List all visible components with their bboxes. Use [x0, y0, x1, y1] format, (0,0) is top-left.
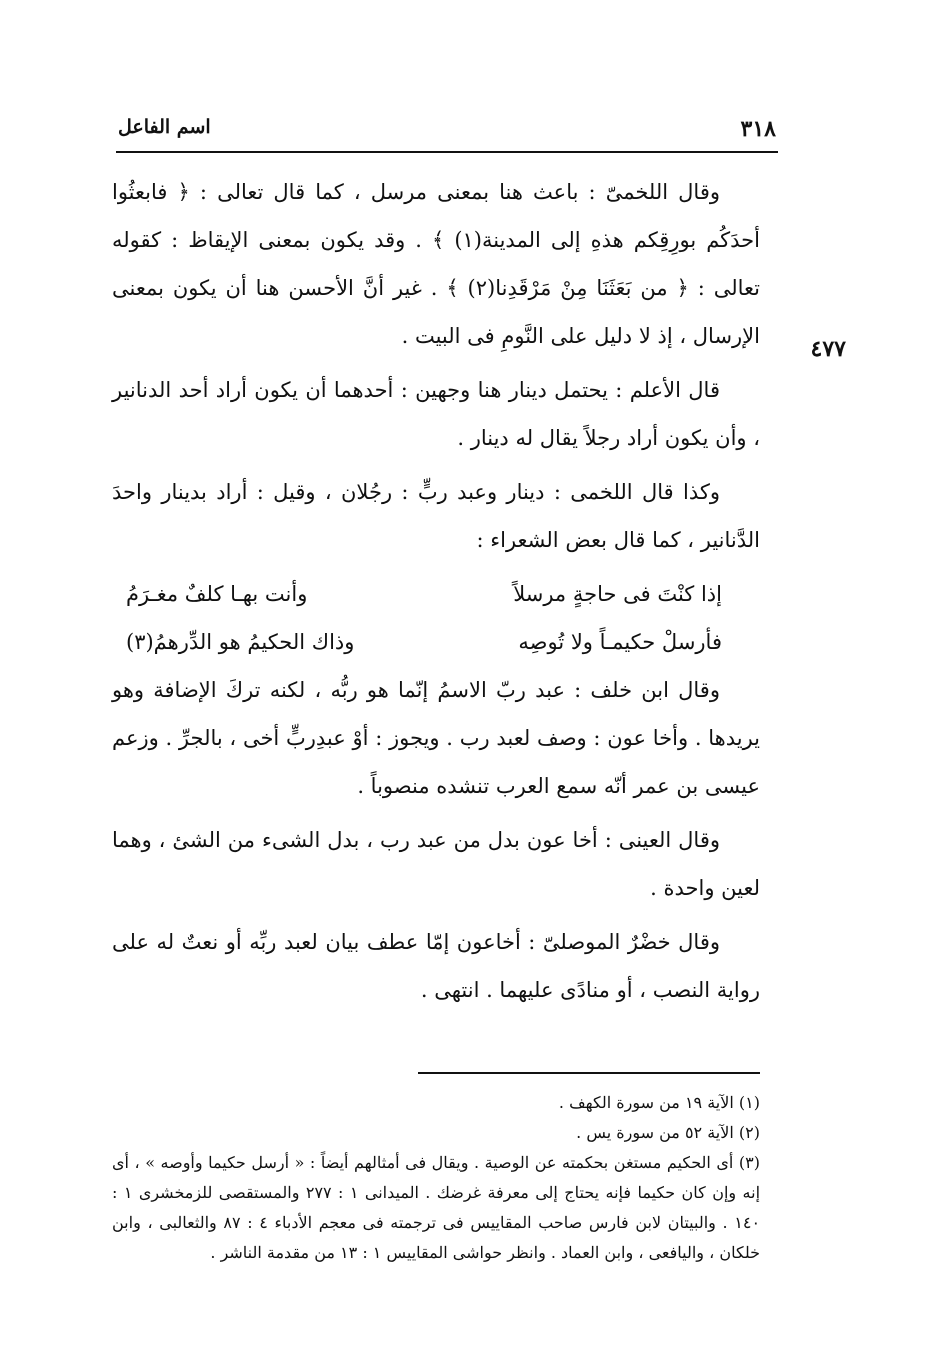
page-header — [118, 112, 776, 148]
verse-line-1 — [112, 570, 760, 618]
main-text — [112, 168, 760, 1020]
page-number: ٣١٨ — [740, 116, 776, 142]
paragraph-3: وكذا قال اللخمى : دينار وعبد ربٍّ : رجُلان ، وقيل : أراد بدينار واحدَ الدَّنانير ، كما قال بعض الشعراء : — [112, 480, 760, 552]
footnote-3: (٣) أى الحكيم مستغن بحكمته عن الوصية . ويقال فى أمثالهم أيضاً : « أرسل حكيما وأوصه » ، أى إنه وإن كان حكيما فإنه يحتاج إلى معرفة غرضك . الميدانى ١ : ٢٧٧ والمستقصى للزمخشرى ١ : ١٤٠ . والبيتان لابن فارس صاحب المقاييس فى ترجمته فى معجم الأدباء ٤ : ٨٧ والثعالبى ، وابن خلكان ، واليافعى ، وابن العماد . وانظر حواشى المقاييس ١ : ١٣ من مقدمة الناشر . — [112, 1153, 761, 1262]
verse-block — [112, 570, 760, 666]
paragraph-6: وقال خضْرٌ الموصلىّ : أخاعون إمّا عطف بيان لعبد ربِّه أو نعتٌ له على رواية النصب ، أو منادًى عليهما . انتهى . — [112, 930, 760, 1002]
footnotes — [112, 1088, 760, 1268]
verse-line-2 — [112, 618, 760, 666]
verse-2-first-hemistich: فأرسلْ حكيمـاً ولا تُوصِه — [518, 630, 722, 654]
verse-1-second-hemistich: وأنت بهـا كلفٌ مغـرَمُ — [126, 582, 308, 606]
paragraph-2: قال الأعلم : يحتمل دينار هنا وجهين : أحدهما أن يكون أراد أحد الدنانير ، وأن يكون أراد رجلاً يقال له دينار . — [112, 378, 760, 450]
paragraph-1: وقال اللخمىّ : باعث هنا بمعنى مرسل ، كما قال تعالى : ﴿ فابعثُوا أحدَكُم بورِقِكم هذهِ إلى المدينة(١) ﴾ . وقد يكون بمعنى الإيقاظ : كقوله تعالى : ﴿ من بَعَثَنَا مِنْ مَرْقَدِنا(٢) ﴾ . غير أنَّ الأحسن هنا أن يكون بمعنى الإرسال ، إذ لا دليل على النَّومِ فى البيت . — [112, 180, 761, 348]
header-rule — [116, 151, 778, 153]
paragraph-4: وقال ابن خلف : عبد ربّ الاسمُ إنّما هو ربُّه ، لكنه تركَ الإضافة وهو يريدها . وأخا عون : وصف لعبد رب . ويجوز : أوْ عبدِربٍّ أخى ، بالجرِّ . وزعم عيسى بن عمر أنّه سمع العرب تنشده منصوباً . — [112, 678, 760, 798]
verse-2-second-hemistich: وذاك الحكيمُ هو الدِّرهمُ(٣) — [126, 630, 355, 654]
verse-1-first-hemistich: إذا كنْتَ فى حاجةٍ مرسلاً — [513, 582, 722, 606]
footnote-2: (٢) الآية ٥٢ من سورة يس . — [576, 1123, 760, 1142]
footnote-1: (١) الآية ١٩ من سورة الكهف . — [558, 1093, 760, 1112]
running-title: اسم الفاعل — [118, 116, 211, 138]
footnote-rule — [418, 1072, 760, 1074]
paragraph-5: وقال العينى : أخا عون بدل من عبد رب ، بدل الشىء من الشئ ، وهما لعين واحدة . — [112, 828, 760, 900]
margin-number: ٤٧٧ — [810, 336, 846, 362]
